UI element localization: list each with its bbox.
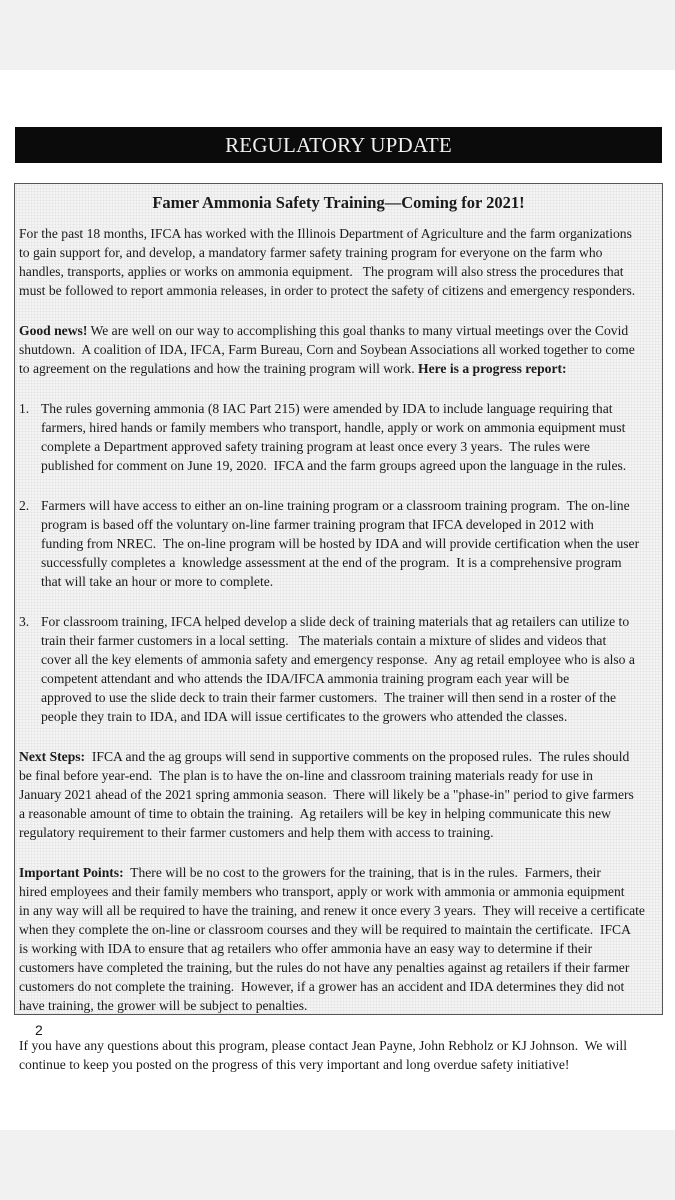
line-text: customers have completed the training, but the rules do not have any penalties against ag retailers if their farmer: [19, 960, 630, 975]
line-text: There will be no cost to the growers for the training, that is in the rules. Farmers, their: [123, 865, 601, 880]
list-number: 2.: [19, 498, 30, 513]
text-line: [41, 631, 664, 650]
line-text: competent attendant and who attends the IDA/IFCA ammonia training program each year will be: [41, 671, 570, 686]
text-line: [19, 262, 664, 281]
text-line: [19, 939, 664, 958]
text-line: [19, 785, 664, 804]
text-line: [41, 669, 664, 688]
page-number: 2: [35, 1022, 43, 1038]
line-text: regulatory requirement to their farmer customers and help them with access to training.: [19, 825, 494, 840]
text-line: [19, 281, 664, 300]
line-text: customers do not complete the training. However, if a grower has an accident and IDA determines they did not: [19, 979, 625, 994]
line-text: hired employees and their family members who transport, apply or work with ammonia or ammonia equipment: [19, 884, 625, 899]
text-line: [19, 804, 664, 823]
line-text: to agreement on the regulations and how the training program will work.: [19, 361, 419, 376]
text-line: [19, 882, 664, 901]
line-text: The rules governing ammonia (8 IAC Part 215) were amended by IDA to include language requiring that: [41, 401, 613, 416]
line-text: program is based off the voluntary on-line farmer training program that IFCA developed in 2012 with: [41, 517, 594, 532]
list-number: 3.: [19, 614, 30, 629]
line-text: approved to use the slide deck to train their farmer customers. The trainer will then send in a roster of the: [41, 690, 617, 705]
document-page: [0, 70, 675, 1130]
paragraph: [19, 747, 664, 842]
line-text: If you have any questions about this program, please contact Jean Payne, John Rebholz or KJ Johnson. We will: [19, 1038, 627, 1053]
list-number: 1.: [19, 401, 30, 416]
text-line: [19, 766, 664, 785]
line-text: people they train to IDA, and IDA will issue certificates to the growers who attended the classes.: [41, 709, 568, 724]
bold-lead: Important Points:: [19, 865, 124, 880]
text-line: [19, 359, 664, 378]
line-text: train their farmer customers in a local setting. The materials contain a mixture of slides and videos that: [41, 633, 607, 648]
line-text: IFCA and the ag groups will send in supportive comments on the proposed rules. The rules should: [85, 749, 630, 764]
paragraph: [19, 224, 664, 300]
line-text: have training, the grower will be subject to penalties.: [19, 998, 308, 1013]
line-text: a reasonable amount of time to obtain the training. Ag retailers will be key in helping communicate this new: [19, 806, 611, 821]
text-line: [41, 456, 664, 475]
line-text: published for comment on June 19, 2020. IFCA and the farm groups agreed upon the language in the rules.: [41, 458, 627, 473]
line-text: is working with IDA to ensure that ag retailers who offer ammonia have an easy way to determine if their: [19, 941, 593, 956]
text-line: [41, 688, 664, 707]
article-heading: Famer Ammonia Safety Training—Coming for 2021!: [152, 193, 525, 212]
line-text: handles, transports, applies or works on ammonia equipment. The program will also stress the procedures that: [19, 264, 624, 279]
text-line: [41, 572, 664, 591]
line-text: must be followed to report ammonia releases, in order to protect the safety of citizens and emergency responders.: [19, 283, 636, 298]
text-line: [19, 1036, 664, 1055]
text-line: [41, 534, 664, 553]
article-body: [19, 224, 664, 1095]
line-text: successfully completes a knowledge assessment at the end of the program. It is a comprehensive program: [41, 555, 622, 570]
line-text: complete a Department approved safety training program at least once every 3 years. The rules were: [41, 439, 590, 454]
line-text: January 2021 ahead of the 2021 spring ammonia season. There will likely be a "phase-in" period to give farmers: [19, 787, 634, 802]
bold-lead: Next Steps:: [19, 749, 86, 764]
bold-lead: Good news!: [19, 323, 88, 338]
line-text: that will take an hour or more to complete.: [41, 574, 274, 589]
text-line: [19, 863, 664, 882]
paragraph: [19, 1036, 664, 1074]
line-text: funding from NREC. The on-line program will be hosted by IDA and will provide certification when the user: [41, 536, 640, 551]
section-banner: REGULATORY UPDATE: [15, 127, 662, 163]
list-item: [19, 612, 664, 726]
line-text: when they complete the on-line or classroom courses and they will be required to maintain the certificate. IFCA: [19, 922, 631, 937]
text-line: [19, 958, 664, 977]
text-line: [41, 496, 664, 515]
paragraph: [19, 321, 664, 378]
text-line: [19, 224, 664, 243]
bold-tail: Here is a progress report:: [418, 361, 567, 376]
line-text: We are well on our way to accomplishing this goal thanks to many virtual meetings over the Covid: [87, 323, 629, 338]
text-line: [19, 1055, 664, 1074]
line-text: Farmers will have access to either an on-line training program or a classroom training program. The on-line: [41, 498, 630, 513]
text-line: [41, 418, 664, 437]
text-line: [41, 515, 664, 534]
list-item: [19, 399, 664, 475]
text-line: [41, 399, 664, 418]
text-line: [41, 553, 664, 572]
text-line: [41, 650, 664, 669]
text-line: [19, 243, 664, 262]
text-line: [19, 901, 664, 920]
line-text: be final before year-end. The plan is to have the on-line and classroom training materials ready for use in: [19, 768, 593, 783]
line-text: cover all the key elements of ammonia safety and emergency response. Any ag retail employee who is also a: [41, 652, 635, 667]
text-line: [19, 977, 664, 996]
text-line: [41, 437, 664, 456]
text-line: [41, 612, 664, 631]
text-line: [19, 823, 664, 842]
text-line: [19, 340, 664, 359]
line-text: For the past 18 months, IFCA has worked with the Illinois Department of Agriculture and the farm organizations: [19, 226, 632, 241]
text-line: [19, 996, 664, 1015]
line-text: in any way will all be required to have the training, and renew it once every 3 years. They will receive a certificate: [19, 903, 645, 918]
line-text: For classroom training, IFCA helped develop a slide deck of training materials that ag retailers can utilize to: [41, 614, 630, 629]
line-text: farmers, hired hands or family members who transport, handle, apply or work on ammonia equipment must: [41, 420, 626, 435]
line-text: shutdown. A coalition of IDA, IFCA, Farm Bureau, Corn and Soybean Associations all worked together to come: [19, 342, 635, 357]
line-text: continue to keep you posted on the progress of this very important and long overdue safety initiative!: [19, 1057, 570, 1072]
text-line: [19, 747, 664, 766]
text-line: [19, 321, 664, 340]
text-line: [41, 707, 664, 726]
paragraph: [19, 863, 664, 1015]
article-box: [14, 183, 663, 1072]
list-item: [19, 496, 664, 591]
text-line: [19, 920, 664, 939]
line-text: to gain support for, and develop, a mandatory farmer safety training program for everyone on the farm who: [19, 245, 603, 260]
